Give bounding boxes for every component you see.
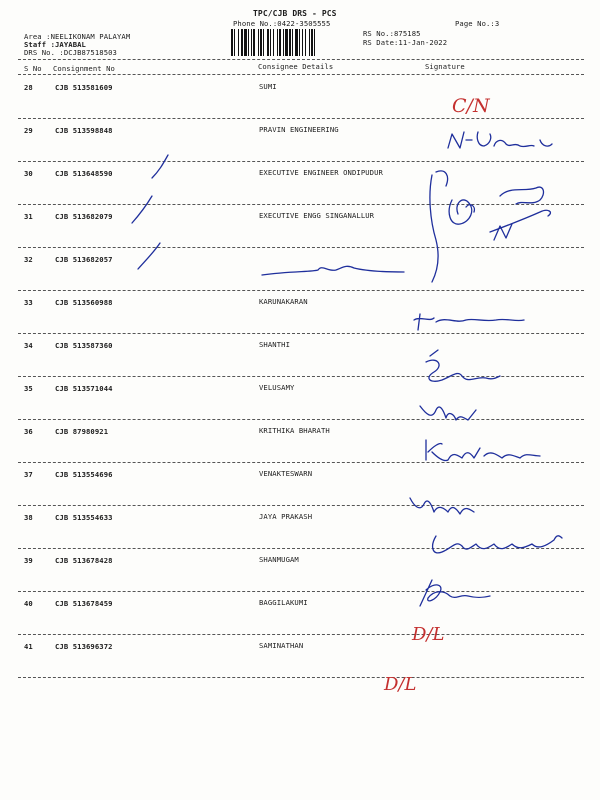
signature-39: [420, 580, 490, 606]
row-sno: 40: [24, 599, 33, 608]
signature-38: [433, 536, 562, 553]
row-consignment-no: CJB 513682057: [55, 255, 113, 264]
row-sno: 28: [24, 83, 33, 92]
col-sno-header: S No: [24, 64, 42, 73]
row-sno: 36: [24, 427, 33, 436]
row-consignee: KRITHIKA BHARATH: [259, 426, 330, 435]
row-consignee: SHANTHI: [259, 340, 290, 349]
row-consignee: SAMINATHAN: [259, 641, 304, 650]
drs-number: DRS No. :DCJB87518503: [24, 48, 117, 57]
delivered-remark-41: D/L: [384, 674, 417, 695]
row-sno: 38: [24, 513, 33, 522]
row-consignment-no: CJB 513696372: [55, 642, 113, 651]
row-consignee: VELUSAMY: [259, 383, 295, 392]
tick-mark-32: [138, 243, 160, 269]
row-consignment-no: CJB 513581609: [55, 83, 113, 92]
signature-35: [420, 406, 476, 420]
signature-31: [449, 187, 550, 240]
row-consignment-no: CJB 513560988: [55, 298, 113, 307]
row-sno: 32: [24, 255, 33, 264]
col-consignment-header: Consignment No: [53, 64, 115, 73]
row-consignment-no: CJB 513598848: [55, 126, 113, 135]
row-consignment-no: CJB 513571044: [55, 384, 113, 393]
col-consignee-header: Consignee Details: [258, 62, 334, 71]
signature-36: [426, 440, 540, 461]
row-consignment-no: CJB 513554696: [55, 470, 113, 479]
signature-37: [410, 498, 474, 514]
rs-date: RS Date:11-Jan-2022: [363, 38, 448, 47]
row-consignee: EXECUTIVE ENGG SINGANALLUR: [259, 211, 375, 220]
page-number: Page No.:3: [455, 19, 500, 28]
signature-33: [414, 314, 524, 330]
phone-number: Phone No.:0422-3505555: [233, 19, 331, 28]
col-signature-header: Signature: [425, 62, 465, 71]
row-sno: 37: [24, 470, 33, 479]
row-consignment-no: CJB 513648590: [55, 169, 113, 178]
rs-number: RS No.:875185: [363, 29, 421, 38]
delivered-remark-40: D/L: [412, 624, 445, 645]
row-consignee: VENAKTESWARN: [259, 469, 313, 478]
row-sno: 33: [24, 298, 33, 307]
document-title: TPC/CJB DRS - PCS: [253, 9, 337, 18]
tick-mark-31: [132, 196, 152, 223]
signature-30-bracket: [430, 171, 448, 282]
row-consignee: JAYA PRAKASH: [259, 512, 313, 521]
row-consignment-no: CJB 87980921: [55, 427, 109, 436]
tick-mark-30: [152, 155, 168, 178]
row-sno: 29: [24, 126, 33, 135]
row-consignee: PRAVIN ENGINEERING: [259, 125, 339, 134]
row-consignee: EXECUTIVE ENGINEER ONDIPUDUR: [259, 168, 383, 177]
staff-label: Staff :JAYABAL: [24, 40, 86, 49]
row-consignment-no: CJB 513678428: [55, 556, 113, 565]
signature-34: [426, 350, 500, 381]
row-sno: 31: [24, 212, 33, 221]
row-sno: 41: [24, 642, 33, 651]
signature-29: [448, 132, 552, 148]
row-sno: 39: [24, 556, 33, 565]
row-consignment-no: CJB 513682079: [55, 212, 113, 221]
signature-32: [262, 266, 404, 275]
row-consignee: BAGGILAKUMI: [259, 598, 308, 607]
row-consignment-no: CJB 513554633: [55, 513, 113, 522]
row-sno: 30: [24, 169, 33, 178]
row-consignee: SUMI: [259, 82, 277, 91]
area-label: Area :NEELIKONAM PALAYAM: [24, 32, 131, 41]
row-consignment-no: CJB 513587360: [55, 341, 113, 350]
row-consignee: KARUNAKARAN: [259, 297, 308, 306]
cn-remark: C/N: [452, 95, 490, 117]
row-sno: 35: [24, 384, 33, 393]
row-consignment-no: CJB 513678459: [55, 599, 113, 608]
row-sno: 34: [24, 341, 33, 350]
row-consignee: SHANMUGAM: [259, 555, 299, 564]
